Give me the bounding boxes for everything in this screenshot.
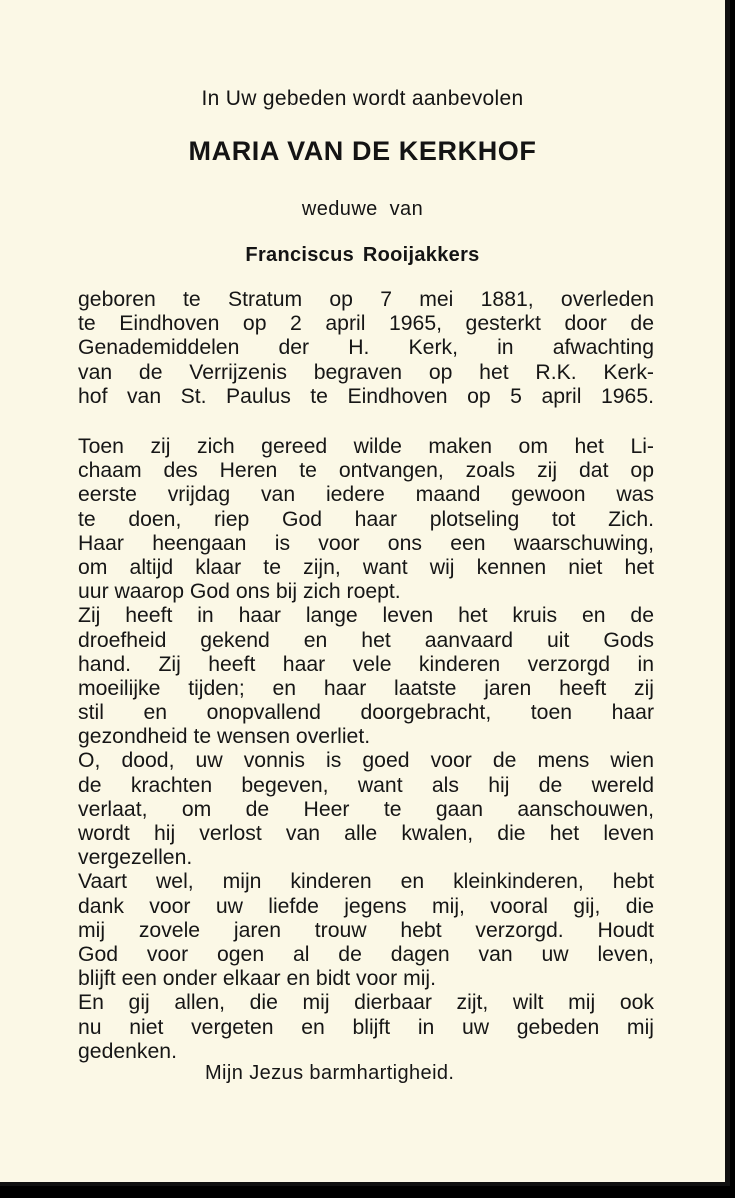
closing-prayer: Mijn Jezus barmhartigheid. [205, 1062, 455, 1084]
text-line: vergezellen. [78, 846, 193, 870]
text-line: hand. Zij heeft haar vele kinderen verzorgd in [78, 652, 654, 676]
text-line: droefheid gekend en het aanvaard uit Gods [78, 628, 654, 652]
text-line: mij zovele jaren trouw hebt verzorgd. Houdt [78, 918, 654, 942]
text-line: nu niet vergeten en blijft in uw gebeden mij [78, 1015, 654, 1039]
spouse-name: Franciscus Rooijakkers [245, 244, 480, 266]
text-line: God voor ogen al de dagen van uw leven, [78, 942, 654, 966]
intro-line: In Uw gebeden wordt aanbevolen [201, 87, 524, 110]
text-line: stil en onopvallend doorgebracht, toen haar [78, 701, 654, 725]
relation-line: weduwe van [301, 198, 424, 220]
text-line: moeilijke tijden; en haar laatste jaren heeft zij [78, 676, 654, 700]
text-line: eerste vrijdag van iedere maand gewoon was [78, 483, 654, 507]
text-line: te doen, riep God haar plotseling tot Zich. [78, 507, 654, 531]
biography-paragraph [78, 288, 654, 409]
bio-line: te Eindhoven op 2 april 1965, gesterkt door de [78, 312, 654, 336]
bio-line: van de Verrijzenis begraven op het R.K. Kerk- [78, 360, 654, 384]
bio-line: geboren te Stratum op 7 mei 1881, overleden [78, 288, 654, 311]
text-line: uur waarop God ons bij zich roept. [78, 580, 401, 604]
text-line: wordt hij verlost van alle kwalen, die het leven [78, 822, 654, 845]
text-line: Haar heengaan is voor ons een waarschuwing, [78, 531, 654, 555]
text-line: dank voor uw liefde jegens mij, vooral gij, die [78, 894, 654, 918]
text-line: gedenken. [78, 1039, 177, 1063]
text-line: gezondheid te wensen overliet. [78, 725, 371, 749]
bio-line: hof van St. Paulus te Eindhoven op 5 april 1965. [78, 384, 654, 408]
text-line: En gij allen, die mij dierbaar zijt, wilt mij ook [78, 991, 654, 1015]
text-line: chaam des Heren te ontvangen, zoals zij dat op [78, 459, 654, 483]
text-line: O, dood, uw vonnis is goed voor de mens wien [78, 749, 654, 773]
text-line: blijft een onder elkaar en bidt voor mij. [78, 967, 437, 991]
bio-line: Genademiddelen der H. Kerk, in afwachting [78, 336, 654, 360]
text-line: de krachten begeven, want als hij de wereld [78, 773, 654, 797]
text-line: Zij heeft in haar lange leven het kruis en de [78, 604, 654, 628]
text-line: verlaat, om de Heer te gaan aanschouwen, [78, 797, 654, 821]
text-line: om altijd klaar te zijn, want wij kennen niet het [78, 555, 654, 579]
text-line: Toen zij zich gereed wilde maken om het Li- [78, 435, 654, 458]
memorial-text [78, 435, 654, 1064]
deceased-name: MARIA VAN DE KERKHOF [188, 136, 537, 166]
text-line: Vaart wel, mijn kinderen en kleinkinderen, hebt [78, 870, 654, 894]
